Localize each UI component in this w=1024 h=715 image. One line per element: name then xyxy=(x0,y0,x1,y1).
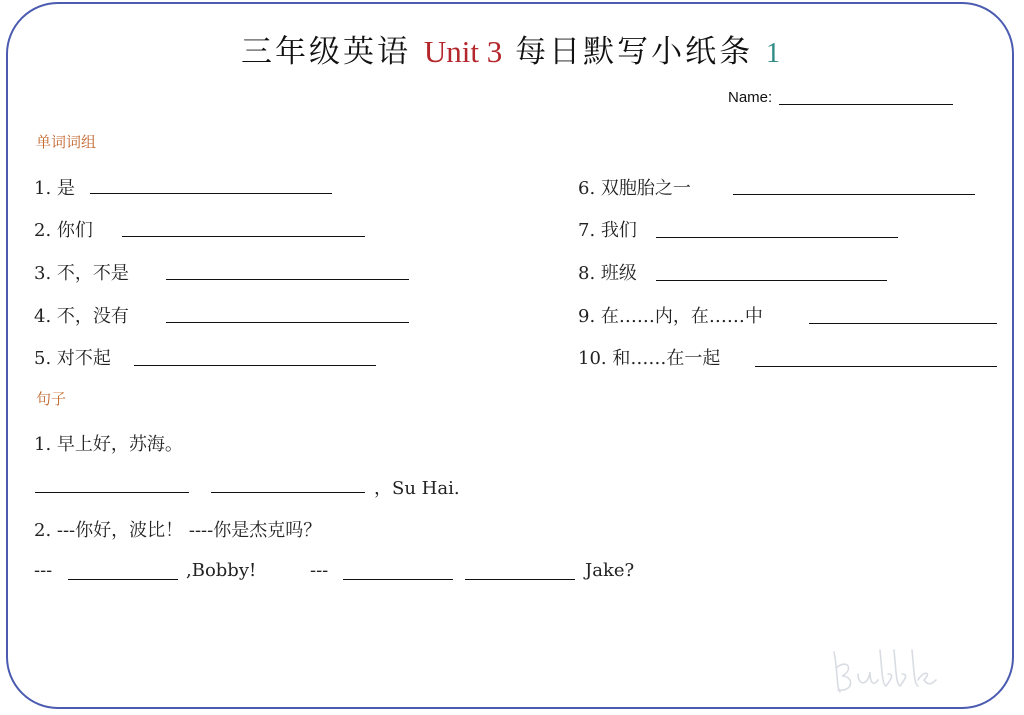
worksheet-card xyxy=(6,2,1014,709)
word-item-2: 2. 你们 xyxy=(34,220,93,241)
title-number: 1 xyxy=(765,38,783,69)
section-sentences-heading: 句子 xyxy=(36,390,67,408)
title-suffix: 每日默写小纸条 xyxy=(502,34,766,70)
word-blank-8[interactable] xyxy=(656,280,887,281)
sentence-2-blank-3[interactable] xyxy=(465,579,575,580)
sentence-2-dash-2: --- xyxy=(310,560,329,581)
sentence-1-blank-2[interactable] xyxy=(211,492,365,493)
word-blank-9[interactable] xyxy=(809,323,997,324)
word-item-5: 5. 对不起 xyxy=(34,348,111,369)
word-item-8: 8. 班级 xyxy=(578,263,637,284)
word-item-1: 1. 是 xyxy=(34,178,75,199)
section-words-heading: 单词词组 xyxy=(36,133,97,151)
sentence-2-bobby: ,Bobby! xyxy=(186,560,257,581)
word-blank-2[interactable] xyxy=(122,236,365,237)
title-unit: Unit 3 xyxy=(423,34,503,69)
word-item-3: 3. 不，不是 xyxy=(34,263,129,284)
word-item-10: 10. 和……在一起 xyxy=(578,348,721,369)
sentence-1-tail: ，Su Hai. xyxy=(374,478,460,499)
word-blank-10[interactable] xyxy=(755,366,997,367)
word-item-6: 6. 双胞胎之一 xyxy=(578,178,691,199)
sentence-prompt-1: 1. 早上好，苏海。 xyxy=(34,434,183,455)
word-blank-3[interactable] xyxy=(166,279,409,280)
worksheet-title xyxy=(0,26,1024,71)
sentence-2-blank-1[interactable] xyxy=(68,579,178,580)
word-item-7: 7. 我们 xyxy=(578,220,637,241)
name-label: Name: xyxy=(728,89,773,106)
sentence-1-blank-1[interactable] xyxy=(35,492,189,493)
title-prefix: 三年级英语 xyxy=(241,34,424,70)
word-blank-7[interactable] xyxy=(656,237,898,238)
sentence-2-tail: Jake? xyxy=(585,560,635,581)
word-item-4: 4. 不，没有 xyxy=(34,306,129,327)
sentence-2-blank-2[interactable] xyxy=(343,579,453,580)
word-blank-6[interactable] xyxy=(733,194,975,195)
sentence-2-dash-1: --- xyxy=(34,560,53,581)
word-item-9: 9. 在……内，在……中 xyxy=(578,306,763,327)
signature-watermark xyxy=(828,640,938,700)
name-blank[interactable] xyxy=(779,104,953,105)
word-blank-1[interactable] xyxy=(90,193,332,194)
word-blank-5[interactable] xyxy=(134,365,376,366)
sentence-prompt-2: 2. ---你好，波比！ ----你是杰克吗？ xyxy=(34,520,322,541)
word-blank-4[interactable] xyxy=(166,322,409,323)
